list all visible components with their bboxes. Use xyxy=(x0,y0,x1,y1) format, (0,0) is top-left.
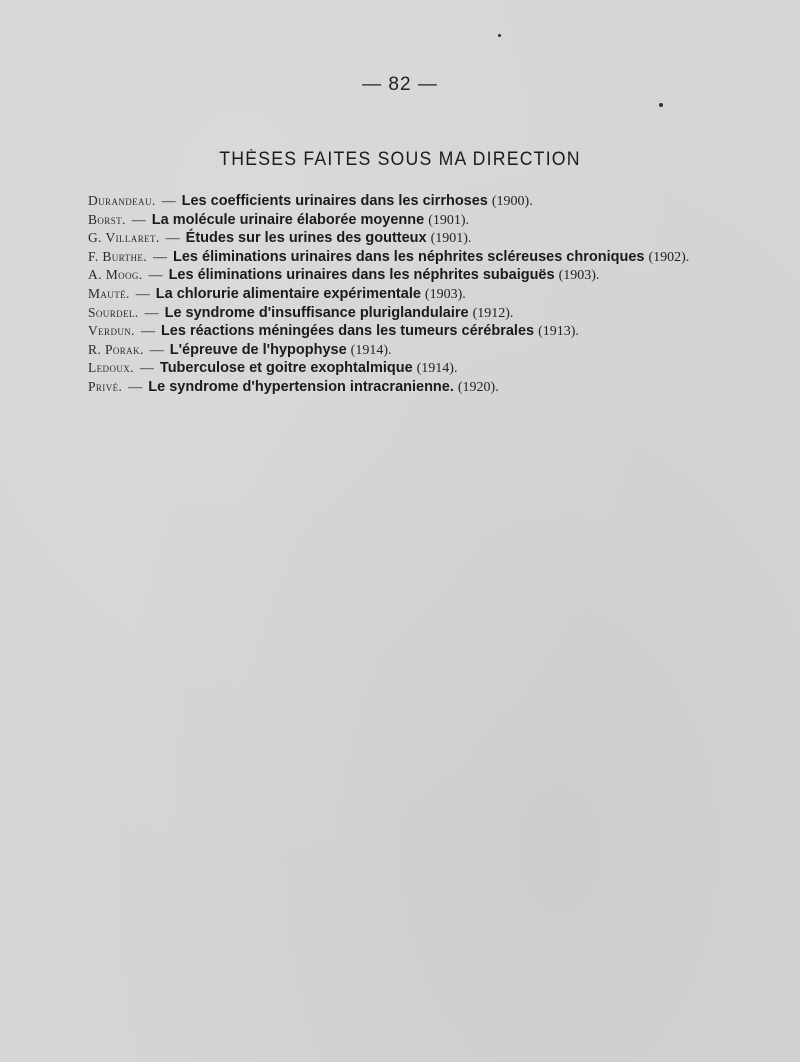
thesis-title: Les éliminations urinaires dans les néphrites subaiguës xyxy=(168,267,555,284)
list-item xyxy=(88,322,788,341)
author-name: Sourdel. xyxy=(88,304,139,320)
thesis-year: (1913). xyxy=(538,324,579,340)
ink-speck xyxy=(498,34,501,37)
thesis-year: (1903). xyxy=(424,286,466,302)
thesis-title: Études sur les urines des goutteux xyxy=(185,230,427,247)
separator-dash: — xyxy=(149,342,164,358)
author-name: R. Porak. xyxy=(88,341,144,357)
separator-dash: — xyxy=(139,361,154,377)
list-item xyxy=(88,341,788,360)
thesis-title: Les coefficients urinaires dans les cirrhoses xyxy=(181,193,488,209)
separator-dash: — xyxy=(153,249,168,265)
author-name: Privé. xyxy=(88,378,123,394)
page-number: — 82 — xyxy=(362,74,438,95)
separator-dash: — xyxy=(148,268,163,284)
thesis-year: (1902). xyxy=(648,249,690,265)
author-name: F. Burthe. xyxy=(88,248,148,264)
list-item xyxy=(88,192,788,211)
list-item xyxy=(88,229,788,248)
thesis-year: (1914). xyxy=(416,361,458,377)
thesis-title: Le syndrome d'insuffisance pluriglandulaire xyxy=(164,304,469,321)
list-item xyxy=(88,266,788,285)
thesis-list xyxy=(88,192,788,397)
thesis-title: La molécule urinaire élaborée moyenne xyxy=(151,211,425,228)
author-name: G. Villaret. xyxy=(88,230,160,246)
list-item xyxy=(88,285,788,304)
thesis-title: Les éliminations urinaires dans les néphrites scléreuses chroniques xyxy=(173,248,645,265)
author-name: Verdun. xyxy=(88,323,135,339)
thesis-year: (1900). xyxy=(491,194,533,209)
thesis-title: L'épreuve de l'hypophyse xyxy=(169,341,347,358)
separator-dash: — xyxy=(131,212,146,228)
list-item xyxy=(88,248,788,267)
list-item xyxy=(88,211,788,230)
author-name: A. Moog. xyxy=(88,267,143,283)
separator-dash: — xyxy=(165,231,180,247)
list-item xyxy=(88,359,788,378)
thesis-title: Les réactions méningées dans les tumeurs cérébrales xyxy=(160,323,535,340)
thesis-title: La chlorurie alimentaire expérimentale xyxy=(155,285,421,302)
author-name: Mauté. xyxy=(88,285,130,301)
thesis-title: Le syndrome d'hypertension intracranienne. xyxy=(148,378,454,395)
thesis-year: (1903). xyxy=(558,268,600,284)
author-name: Durandeau. xyxy=(88,193,156,208)
thesis-year: (1912). xyxy=(472,305,514,321)
list-item xyxy=(88,304,788,323)
separator-dash: — xyxy=(128,379,143,395)
separator-dash: — xyxy=(140,324,155,340)
thesis-year: (1901). xyxy=(430,231,472,247)
separator-dash: — xyxy=(144,305,159,321)
separator-dash: — xyxy=(135,286,150,302)
separator-dash: — xyxy=(161,194,176,209)
thesis-year: (1901). xyxy=(428,212,470,228)
list-item xyxy=(88,378,788,397)
ink-speck xyxy=(659,103,663,107)
thesis-year: (1914). xyxy=(350,342,392,358)
thesis-title: Tuberculose et goitre exophtalmique xyxy=(159,360,413,377)
author-name: Borst. xyxy=(88,211,126,227)
thesis-year: (1920). xyxy=(457,379,499,395)
page-title: THÈSES FAITES SOUS MA DIRECTION xyxy=(219,149,581,170)
author-name: Ledoux. xyxy=(88,360,134,376)
